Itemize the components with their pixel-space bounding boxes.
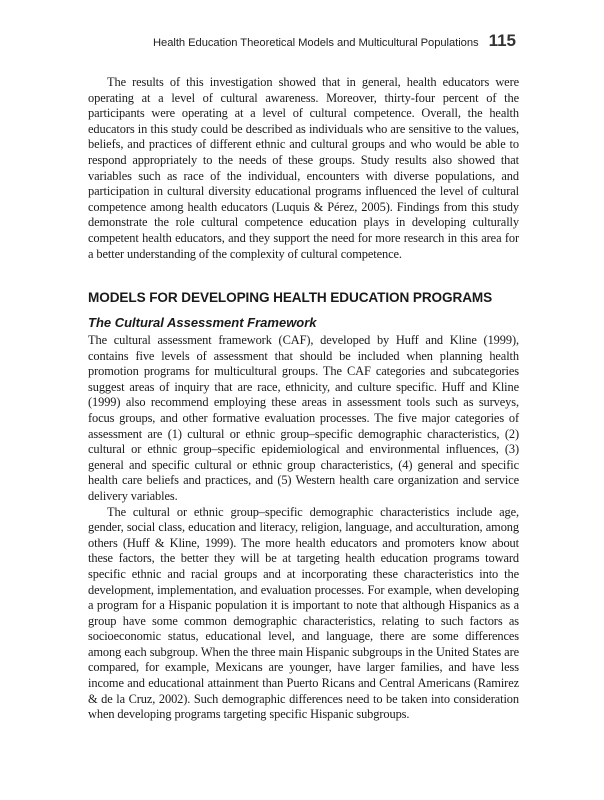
subsection-heading: The Cultural Assessment Framework xyxy=(88,315,317,330)
section-heading: MODELS FOR DEVELOPING HEALTH EDUCATION PROGRAMS xyxy=(88,290,493,305)
running-header xyxy=(88,31,516,51)
body-paragraph: The cultural or ethnic group–specific demographic characteristics include age, gender, social class, education and literacy, religion, language, and acculturation, among others (Huff & Kline, 1999). The more health educators and promoters know about these factors, the better they will be at targeting health education programs toward specific ethnic and racial groups and at incorporating these characteristics into the development, implementation, and evaluation processes. For example, when developing a program for a Hispanic population it is important to note that although Hispanics as a group have some common demographic characteristics, relating to such factors as socioeconomic status, educational level, and language, there are some differences among each subgroup. When the three main Hispanic subgroups in the United States are compared, for example, Mexicans are younger, have larger families, and have less income and educational attainment than Puerto Ricans and Central Americans (Ramirez & de la Cruz, 2002). Such demographic differences need to be taken into consideration when developing programs targeting specific Hispanic subgroups. xyxy=(88,504,519,722)
intro-text xyxy=(88,75,519,262)
page-number: 115 xyxy=(488,31,516,50)
section-body xyxy=(88,333,519,723)
body-paragraph: The cultural assessment framework (CAF), developed by Huff and Kline (1999), contains five levels of assessment that should be included when planning health promotion programs for multicultural groups. The CAF categories and subcategories suggest areas of inquiry that are race, ethnicity, and culture specific. Huff and Kline (1999) also recommend employing these areas in assessment tools such as surveys, focus groups, and other formative evaluation processes. The five major categories of assessment are (1) cultural or ethnic group–specific demographic characteristics, (2) cultural or ethnic group–specific epidemiological and environmental influences, (3) general and specific cultural or ethnic group characteristics, (4) general and specific health care beliefs and practices, and (5) Western health care organization and service delivery variables. xyxy=(88,333,519,503)
intro-paragraph: The results of this investigation showed that in general, health educators were operating at a level of cultural awareness. Moreover, thirty-four percent of the participants were operating at a level of cultural competence. Overall, the health educators in this study could be described as individuals who are sensitive to the values, beliefs, and practices of different ethnic and cultural groups and who would be able to respond appropriately to the needs of these groups. Study results also showed that variables such as race of the individual, encounters with diverse populations, and participation in cultural diversity educational programs influenced the level of cultural competence among health educators (Luquis & Pérez, 2005). Findings from this study demonstrate the role cultural competence education plays in developing culturally competent health educators, and they support the need for more research in this area for a better understanding of the complexity of cultural competence. xyxy=(88,75,519,261)
running-title: Health Education Theoretical Models and Multicultural Populations xyxy=(153,37,479,49)
